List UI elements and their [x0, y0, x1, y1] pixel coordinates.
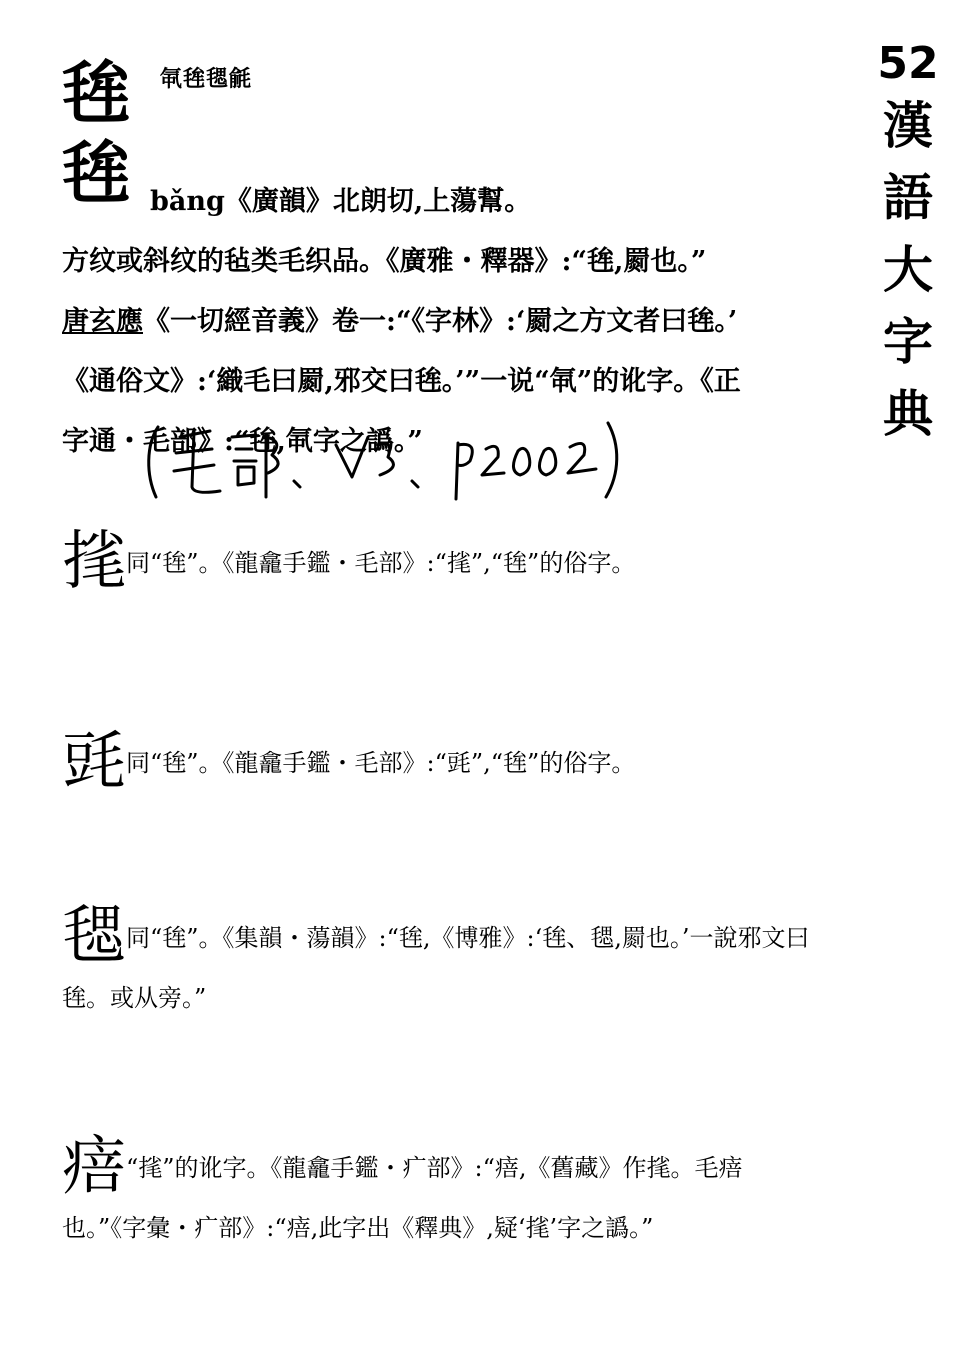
author-name: 唐玄應: [62, 306, 143, 337]
citation-line: 字通・毛部》:“毪,㲴字之譌。”: [62, 426, 423, 457]
dictionary-entry: [62, 725, 822, 799]
entry-character: 毮: [62, 525, 126, 599]
entry-text: “毮”的讹字。《龍龕手鑑・疒部》:“㾦,《舊藏》作毮。毛㾦也。”《字彙・疒部》:“㾦,此字出《釋典》,疑‘毮’字之譌。”: [62, 1154, 743, 1242]
citation-line: [62, 292, 842, 352]
dictionary-entry: [62, 900, 822, 1027]
entry-character: 毸: [62, 900, 126, 974]
dictionary-title-char: 漢: [883, 96, 933, 155]
entry-character: 㾦: [62, 1130, 126, 1204]
dictionary-title-char: 典: [883, 384, 933, 443]
dictionary-entry: [62, 1130, 822, 1257]
dictionary-sidebar: [868, 38, 948, 450]
definition-line: 方纹或斜纹的毡类毛织品。《廣雅・釋器》:“毪,罽也。”: [62, 246, 707, 277]
entry-text: 同“毪”。《集韻・蕩韻》:“毪,《博雅》:‘毪、毸,罽也。’一說邪文曰毪。或从旁。”: [62, 924, 810, 1012]
variant-characters: 㲴毪毸毹: [160, 66, 253, 92]
head-character-top: 毪: [62, 54, 131, 134]
pronunciation-line: bǎng《廣韻》北朗切,上蕩幫。: [150, 186, 532, 217]
handwritten-note-scribble: [140, 415, 660, 505]
dictionary-title-char: 語: [883, 168, 933, 227]
page-number: 52: [877, 38, 939, 89]
dictionary-title-char: 字: [883, 312, 933, 371]
citation-line: 《通俗文》:‘織毛曰罽,邪交曰毪。’”一说“㲴”的讹字。《正: [62, 366, 741, 397]
dictionary-title-char: 大: [883, 240, 933, 299]
dictionary-entry: [62, 525, 822, 599]
head-character-main: 毪: [62, 134, 131, 214]
entry-text: 同“毪”。《龍龕手鑑・毛部》:“毭”,“毪”的俗字。: [126, 749, 636, 777]
entry-character: 毭: [62, 725, 126, 799]
citation-text: 《一切經音義》卷一:“《字林》:‘罽之方文者曰毪。’: [143, 306, 738, 337]
handwritten-note: [140, 415, 660, 505]
entry-text: 同“毪”。《龍龕手鑑・毛部》:“毮”,“毪”的俗字。: [126, 549, 636, 577]
